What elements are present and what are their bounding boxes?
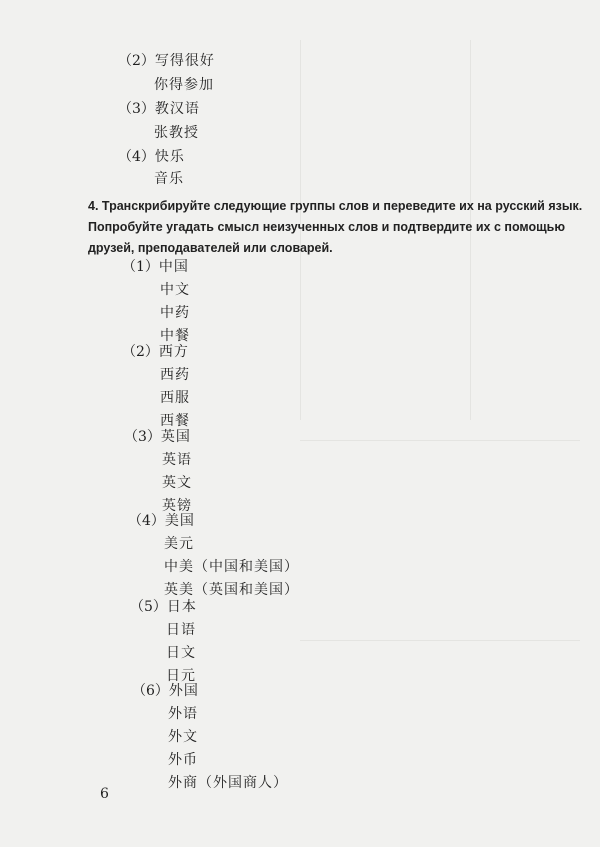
word: 日语: [166, 622, 196, 638]
word: 英镑: [162, 498, 192, 514]
word: 外文: [168, 729, 198, 745]
word: 中餐: [160, 328, 190, 344]
word: 英语: [162, 452, 192, 468]
word: 日本: [166, 599, 197, 615]
group-number: （4）: [128, 513, 165, 529]
word: 西方: [158, 344, 189, 360]
word: 中药: [160, 305, 190, 321]
word: 西餐: [160, 413, 190, 429]
word: 英国: [160, 429, 191, 445]
word: 外币: [168, 752, 198, 768]
word: 外国: [168, 683, 199, 699]
word: 美元: [164, 536, 194, 552]
page-number: 6: [100, 786, 109, 802]
word: 西服: [160, 390, 190, 406]
word: 写得很好: [154, 53, 215, 69]
word: 中国: [158, 259, 189, 275]
word: 音乐: [154, 171, 184, 187]
exercise-instructions: [88, 196, 588, 259]
item-number: （4）: [118, 149, 155, 165]
word: 快乐: [154, 149, 185, 165]
item-number: （2）: [118, 53, 155, 69]
show-through-line: [300, 640, 580, 641]
show-through-line: [300, 440, 580, 441]
group-number: （6）: [132, 683, 169, 699]
group-number: （5）: [130, 599, 167, 615]
word: 英美（英国和美国）: [164, 582, 299, 598]
word: 西药: [160, 367, 190, 383]
word: 外商（外国商人）: [168, 775, 288, 791]
word: 日文: [166, 645, 196, 661]
exercise-number: 4.: [88, 199, 99, 213]
word: 外语: [168, 706, 198, 722]
word: 日元: [166, 668, 196, 684]
word: 美国: [164, 513, 195, 529]
word: 教汉语: [154, 101, 200, 117]
word: 中美（中国和美国）: [164, 559, 299, 575]
group-number: （1）: [122, 259, 159, 275]
exercise-text: Транскрибируйте следующие группы слов и переведите их на русский язык. Попробуйте угадать смысл неизученных слов и подтвердите их с помощью друзей, преподавателей или словарей.: [88, 199, 583, 255]
word: 张教授: [154, 125, 199, 141]
group-number: （3）: [124, 429, 161, 445]
item-number: （3）: [118, 101, 155, 117]
word: 英文: [162, 475, 192, 491]
word: 中文: [160, 282, 190, 298]
word: 你得参加: [154, 77, 214, 93]
group-number: （2）: [122, 344, 159, 360]
